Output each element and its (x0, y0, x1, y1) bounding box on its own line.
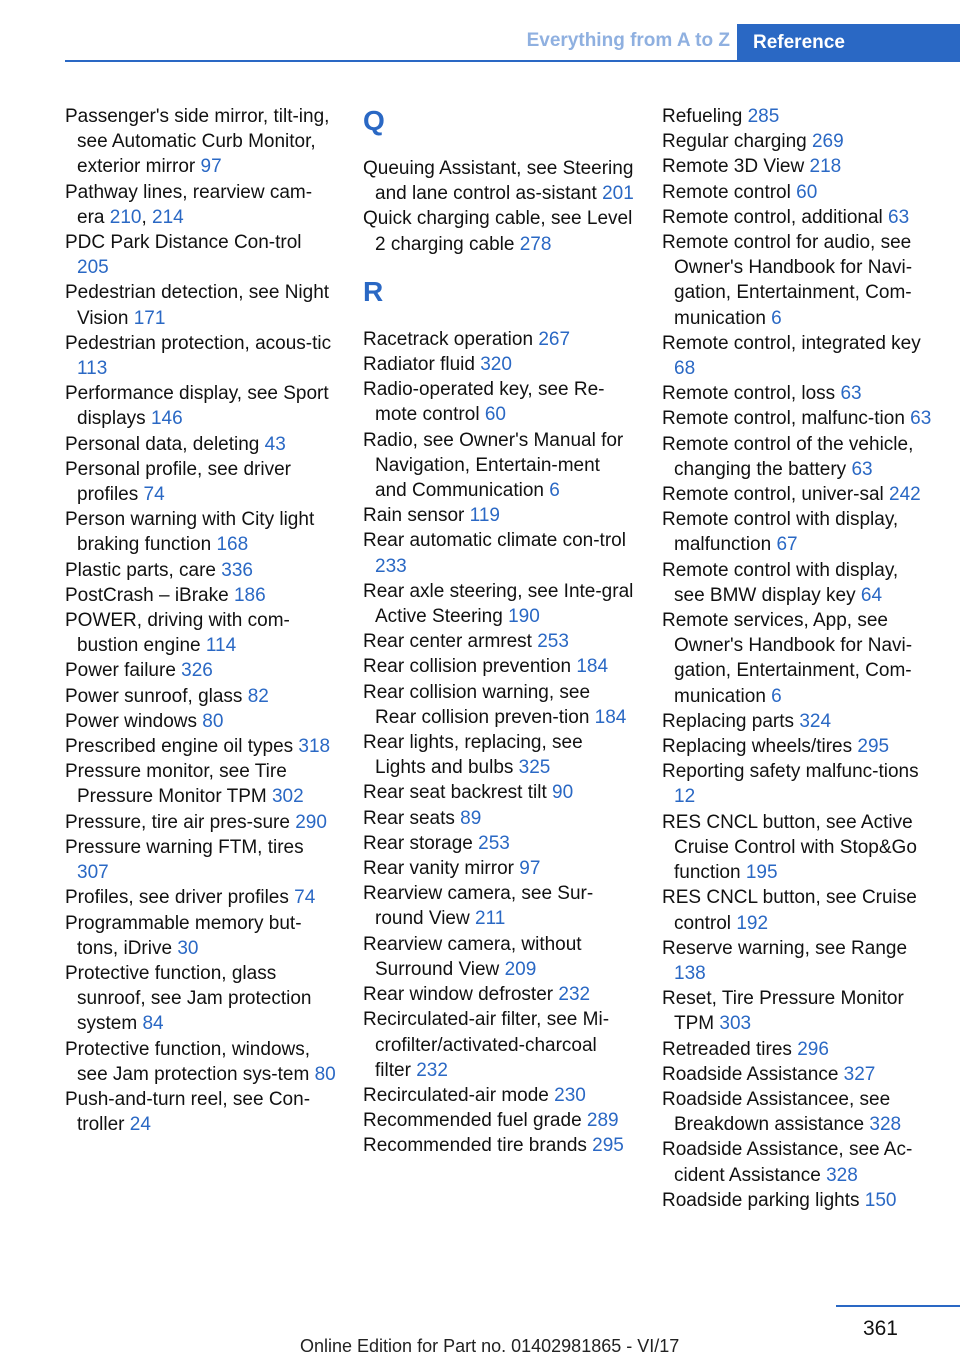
index-entry (363, 654, 635, 679)
page-number: 361 (862, 1317, 898, 1340)
header-reference-tab: Reference (737, 24, 960, 62)
index-entry-term: Remote control for audio, see Owner's Handbook for Navi-gation, Entertainment, Com-munication (662, 232, 913, 329)
page-reference-link[interactable]: 63 (851, 458, 873, 480)
index-entry-term: Pressure, tire air pres-sure (65, 811, 290, 833)
index-entry (65, 1087, 337, 1137)
page-reference-link[interactable]: 190 (508, 606, 540, 628)
index-entry (662, 1137, 932, 1187)
page-reference-link[interactable]: 320 (480, 354, 512, 376)
index-entry (662, 810, 932, 886)
index-entry-term: Replacing wheels/tires (662, 736, 853, 758)
index-entry-term: Remote control, malfunc-tion (662, 408, 905, 430)
index-entry-term: Radiator fluid (363, 354, 475, 376)
page-reference-link[interactable]: 195 (745, 862, 778, 884)
index-entry-term: Rear automatic climate con-trol (363, 530, 626, 552)
index-entry (65, 432, 337, 457)
index-entry (363, 680, 635, 730)
page-reference-link[interactable]: 285 (747, 106, 780, 127)
index-entry-term: Push-and-turn reel, see Con-troller (65, 1088, 311, 1136)
page-reference-link[interactable]: 80 (202, 710, 224, 732)
index-entry-term: POWER, driving with com-bustion engine (65, 610, 290, 657)
index-entry (662, 230, 932, 331)
page-reference-link[interactable]: 74 (294, 887, 316, 909)
index-entry-term: Rear seats (363, 807, 455, 829)
index-entry (363, 806, 635, 831)
index-entry-term: Remote control, univer-sal (662, 484, 884, 506)
index-entry (662, 759, 932, 809)
index-entry-term: Rearview camera, see Sur-round View (363, 883, 594, 930)
index-entry (363, 1133, 635, 1158)
page-reference-link[interactable]: 74 (143, 484, 165, 506)
page-reference-link[interactable]: 24 (129, 1114, 151, 1136)
index-entry-term: Performance display, see Sport displays (65, 383, 329, 430)
page-reference-link[interactable]: 168 (216, 534, 249, 556)
index-entry-term: Remote control (662, 181, 791, 203)
page-reference-link[interactable]: 232 (416, 1059, 448, 1081)
page-reference-link[interactable]: 150 (864, 1189, 897, 1211)
index-entry (65, 104, 337, 180)
index-entry (662, 608, 932, 709)
index-entry (662, 558, 932, 608)
header-divider (65, 60, 960, 62)
index-entry (65, 885, 337, 910)
index-entry (662, 986, 932, 1036)
page-reference-link[interactable]: 289 (586, 1110, 619, 1132)
index-entry (363, 831, 635, 856)
page-reference-link[interactable]: 97 (519, 858, 541, 880)
page-reference-link[interactable]: 278 (519, 233, 552, 255)
index-entry (363, 327, 635, 352)
index-entry (65, 734, 337, 759)
index-entry (65, 911, 337, 961)
index-letter-heading: R (363, 275, 384, 307)
page-reference-link[interactable]: 114 (205, 635, 237, 657)
index-entry (662, 1188, 932, 1213)
index-entry-term: Quick charging cable, see Level 2 charging cable (363, 208, 633, 255)
index-entry (662, 154, 932, 179)
index-entry (662, 180, 932, 205)
index-entry-term: Prescribed engine oil types (65, 736, 294, 758)
page-reference-link[interactable]: 171 (133, 307, 166, 329)
index-entry-term: Rear collision prevention (363, 656, 572, 678)
index-entry (65, 230, 337, 280)
page-reference-link[interactable]: 67 (776, 534, 798, 556)
index-entry (662, 936, 932, 986)
page-reference-link[interactable]: 60 (796, 181, 818, 203)
page-reference-link[interactable]: 138 (674, 962, 706, 984)
index-column-3 (662, 104, 932, 1213)
index-entry-term: Pressure monitor, see Tire Pressure Monitor TPM (65, 761, 287, 808)
index-entry-term: Refueling (662, 106, 743, 127)
index-entry-term: Queuing Assistant, see Steering and lane control as-sistant (363, 158, 634, 205)
index-entry-term: Radio, see Owner's Manual for Navigation, Entertain-ment and Communication (363, 429, 624, 502)
page-reference-link[interactable]: 233 (375, 555, 407, 577)
index-entry (363, 579, 635, 629)
page-reference-link[interactable]: 302 (271, 786, 304, 808)
index-entry (65, 608, 337, 658)
index-entry-term: Pedestrian protection, acous-tic (65, 332, 332, 354)
index-entry (65, 810, 337, 835)
index-entry-term: Pressure warning FTM, tires (65, 836, 304, 858)
index-entry-term: Remote control, loss (662, 383, 836, 405)
index-entry (65, 1037, 337, 1087)
page-reference-link[interactable]: 232 (558, 984, 591, 1006)
index-entry-term: Plastic parts, care (65, 559, 216, 581)
page-reference-link[interactable]: 214 (152, 206, 184, 228)
page-reference-link[interactable]: 326 (181, 660, 213, 682)
index-entry (662, 709, 932, 734)
index-entry-term: Rear vanity mirror (363, 858, 514, 880)
index-entry-term: Replacing parts (662, 710, 795, 732)
page-reference-link[interactable]: 269 (811, 131, 844, 153)
page-reference-link[interactable]: 303 (719, 1013, 752, 1035)
index-entry-term: Pathway lines, rearview cam-era (65, 181, 313, 228)
index-entry-term: Roadside parking lights (662, 1189, 860, 1211)
index-entry (662, 432, 932, 482)
index-entry-term: Racetrack operation (363, 328, 534, 350)
index-entry-term: Rear window defroster (363, 984, 554, 1006)
index-entry-term: Rear lights, replacing, see Lights and bulbs (363, 732, 583, 779)
index-entry: Pathway lines, rearview cam-era 210, 214 (65, 181, 313, 228)
header-section-title: Everything from A to Z (526, 30, 730, 51)
index-entry-term: RES CNCL button, see Active Cruise Control with Stop&Go function (662, 811, 917, 884)
page-reference-link[interactable]: 63 (888, 206, 910, 228)
index-entry (65, 507, 337, 557)
index-entry (662, 1087, 932, 1137)
index-entry (65, 684, 337, 709)
page-reference-link[interactable]: 253 (478, 832, 510, 854)
index-entry (65, 835, 337, 885)
page-reference-link[interactable]: 113 (77, 358, 108, 380)
index-entry-term: Power windows (65, 710, 197, 732)
page-reference-link[interactable]: 209 (504, 958, 537, 980)
page-reference-link[interactable]: 267 (538, 328, 571, 350)
page-reference-link[interactable]: 82 (247, 685, 269, 707)
index-column-1 (65, 104, 337, 1137)
index-entry (363, 881, 635, 931)
index-entry-term: Roadside Assistancee, see Breakdown assistance (662, 1088, 891, 1136)
index-entry (662, 1037, 932, 1062)
index-entry-term: Profiles, see driver profiles (65, 887, 289, 909)
page-reference-link[interactable]: 89 (460, 807, 482, 829)
index-entry (662, 129, 932, 154)
index-entry-term: Rear collision warning, see Rear collision preven-tion (363, 681, 591, 728)
index-entry (662, 482, 932, 507)
index-entry (363, 932, 635, 982)
index-entry (363, 1083, 635, 1108)
page-reference-link[interactable]: 201 (602, 183, 634, 205)
page-reference-link[interactable]: 211 (475, 908, 506, 930)
page-reference-link[interactable]: 80 (314, 1063, 336, 1085)
page-reference-link[interactable]: 119 (469, 505, 500, 527)
page-reference-link[interactable]: 210 (109, 206, 142, 228)
index-entry-term: RES CNCL button, see Cruise control (662, 887, 917, 934)
page-reference-link[interactable]: 184 (594, 706, 627, 728)
page-reference-link[interactable]: 184 (576, 656, 609, 678)
index-entry-term: Rear seat backrest tilt (363, 782, 547, 804)
page-reference-link[interactable]: 6 (549, 480, 560, 502)
index-entry-term: Recommended tire brands (363, 1135, 587, 1157)
page-reference-link[interactable]: 186 (233, 584, 266, 606)
index-entry (363, 528, 635, 578)
page-reference-link[interactable]: 307 (77, 862, 109, 884)
section-gap (363, 142, 635, 156)
index-entry (65, 583, 337, 608)
index-entry-term: Rain sensor (363, 505, 465, 527)
page-reference-link[interactable]: 296 (797, 1038, 829, 1060)
index-entry (363, 982, 635, 1007)
index-entry (65, 658, 337, 683)
page-reference-link[interactable]: 6 (771, 307, 782, 329)
index-entry (662, 406, 932, 431)
page-reference-link[interactable]: 325 (518, 757, 551, 779)
index-entry-term: Regular charging (662, 131, 807, 153)
page-reference-link[interactable]: 328 (826, 1164, 858, 1186)
index-entry-term: Remote services, App, see Owner's Handbook for Navi-gation, Entertainment, Com-munication (662, 610, 913, 707)
page-reference-link[interactable]: 253 (537, 631, 569, 653)
page-reference-link[interactable]: 205 (77, 257, 109, 279)
page-reference-link[interactable]: 318 (298, 736, 331, 758)
index-entry (65, 280, 337, 330)
index-entry-term: Reset, Tire Pressure Monitor TPM (662, 988, 904, 1035)
index-entry-term: Power sunroof, glass (65, 685, 243, 707)
page-reference-link[interactable]: 230 (554, 1084, 586, 1106)
page-reference-link[interactable]: 84 (142, 1013, 164, 1035)
index-entry (363, 156, 635, 206)
index-entry (363, 629, 635, 654)
index-entry-term: Reserve warning, see Range (662, 937, 908, 959)
index-entry (363, 503, 635, 528)
index-entry (662, 205, 932, 230)
footer-divider (836, 1305, 960, 1307)
index-entry (65, 759, 337, 809)
index-entry-term: Rearview camera, without Surround View (363, 933, 582, 980)
page-reference-link[interactable]: 63 (910, 408, 932, 430)
index-entry (662, 331, 932, 381)
index-entry-term: Passenger's side mirror, tilt-ing, see Automatic Curb Monitor, exterior mirror (65, 106, 330, 178)
index-entry (65, 558, 337, 583)
index-entry-term: Person warning with City light braking function (65, 509, 315, 556)
index-entry-term: Pedestrian detection, see Night Vision (65, 282, 330, 329)
page-reference-link[interactable]: 64 (860, 584, 883, 606)
index-entry-term: Remote 3D View (662, 156, 805, 178)
index-entry (363, 428, 635, 504)
page-reference-link[interactable]: 336 (221, 559, 253, 581)
page-reference-link[interactable]: 6 (771, 685, 782, 707)
index-entry (363, 377, 635, 427)
index-entry (65, 709, 337, 734)
page-reference-link[interactable]: 60 (484, 404, 506, 426)
index-entry (65, 381, 337, 431)
index-entry-term: Protective function, glass sunroof, see Jam protection system (65, 962, 312, 1035)
index-entry (65, 961, 337, 1037)
index-entry-term: Remote control with display, see BMW display key (662, 559, 899, 606)
index-entry-term: Remote control with display, malfunction (662, 509, 899, 556)
index-entry-term: Remote control of the vehicle, changing the battery (662, 433, 914, 480)
page-reference-link[interactable]: 146 (150, 408, 183, 430)
index-column-2 (363, 104, 635, 1159)
index-entry-term: Retreaded tires (662, 1038, 792, 1060)
index-entry (662, 507, 932, 557)
index-entry (363, 206, 635, 256)
section-gap (363, 257, 635, 275)
page-reference-link[interactable]: 68 (674, 358, 696, 380)
index-entry (363, 352, 635, 377)
page-reference-link[interactable]: 12 (674, 786, 696, 808)
page-reference-link[interactable]: 97 (200, 156, 222, 178)
index-entry-term: Reporting safety malfunc-tions (662, 761, 919, 783)
index-entry-term: Programmable memory but-tons, iDrive (65, 912, 302, 959)
index-entry-term: PDC Park Distance Con-trol (65, 232, 302, 254)
page-reference-link[interactable]: 328 (869, 1114, 902, 1136)
page-reference-link[interactable]: 43 (264, 433, 286, 455)
index-entry-term: Rear axle steering, see Inte-gral Active Steering (363, 580, 634, 628)
index-entry (662, 104, 932, 129)
page-reference-link[interactable]: 218 (809, 156, 842, 178)
index-entry-term: Roadside Assistance (662, 1063, 839, 1085)
page-reference-link[interactable]: 324 (799, 710, 832, 732)
page-reference-link[interactable]: 295 (592, 1135, 624, 1157)
index-entry-term: Personal data, deleting (65, 433, 260, 455)
index-entry-term: Recirculated-air mode (363, 1084, 549, 1106)
index-entry-term: Protective function, windows, see Jam protection sys-tem (65, 1038, 311, 1085)
page-reference-link[interactable]: 290 (295, 811, 327, 833)
index-entry-term: Recommended fuel grade (363, 1110, 582, 1132)
index-entry (662, 1062, 932, 1087)
edition-footer: Online Edition for Part no. 01402981865 - VI/17 (300, 1336, 680, 1356)
index-entry-term: Personal profile, see driver profiles (65, 458, 291, 506)
index-entry (363, 730, 635, 780)
index-entry (363, 1007, 635, 1083)
index-entry-term: Power failure (65, 660, 176, 682)
index-entry-term: Roadside Assistance, see Ac-cident Assistance (662, 1139, 913, 1186)
index-entry-term: Radio-operated key, see Re-mote control (363, 379, 605, 426)
page-reference-link[interactable]: 30 (177, 937, 199, 959)
index-entry (662, 381, 932, 406)
index-entry (363, 780, 635, 805)
index-entry (65, 457, 337, 507)
index-entry (65, 331, 337, 381)
index-entry (662, 734, 932, 759)
index-entry-term: Rear center armrest (363, 631, 532, 653)
page-reference-link[interactable]: 192 (736, 912, 769, 934)
index-entry (363, 1108, 635, 1133)
index-letter-heading: Q (363, 105, 385, 136)
page-reference-link[interactable]: 327 (843, 1063, 876, 1085)
page-reference-link[interactable]: 295 (857, 736, 890, 758)
index-entry-term: Rear storage (363, 832, 473, 854)
index-entry-term: Remote control, integrated key (662, 332, 921, 354)
page-reference-link[interactable]: 242 (889, 484, 921, 506)
section-gap (363, 313, 635, 327)
index-entry-term: Remote control, additional (662, 206, 883, 228)
index-entry-term: PostCrash – iBrake (65, 584, 229, 606)
page-reference-link[interactable]: 90 (552, 782, 574, 804)
page-reference-link[interactable]: 63 (840, 383, 862, 405)
index-entry (662, 885, 932, 935)
index-entry (363, 856, 635, 881)
index-entry-term: Recirculated-air filter, see Mi-crofilter/activated-charcoal filter (363, 1009, 610, 1081)
